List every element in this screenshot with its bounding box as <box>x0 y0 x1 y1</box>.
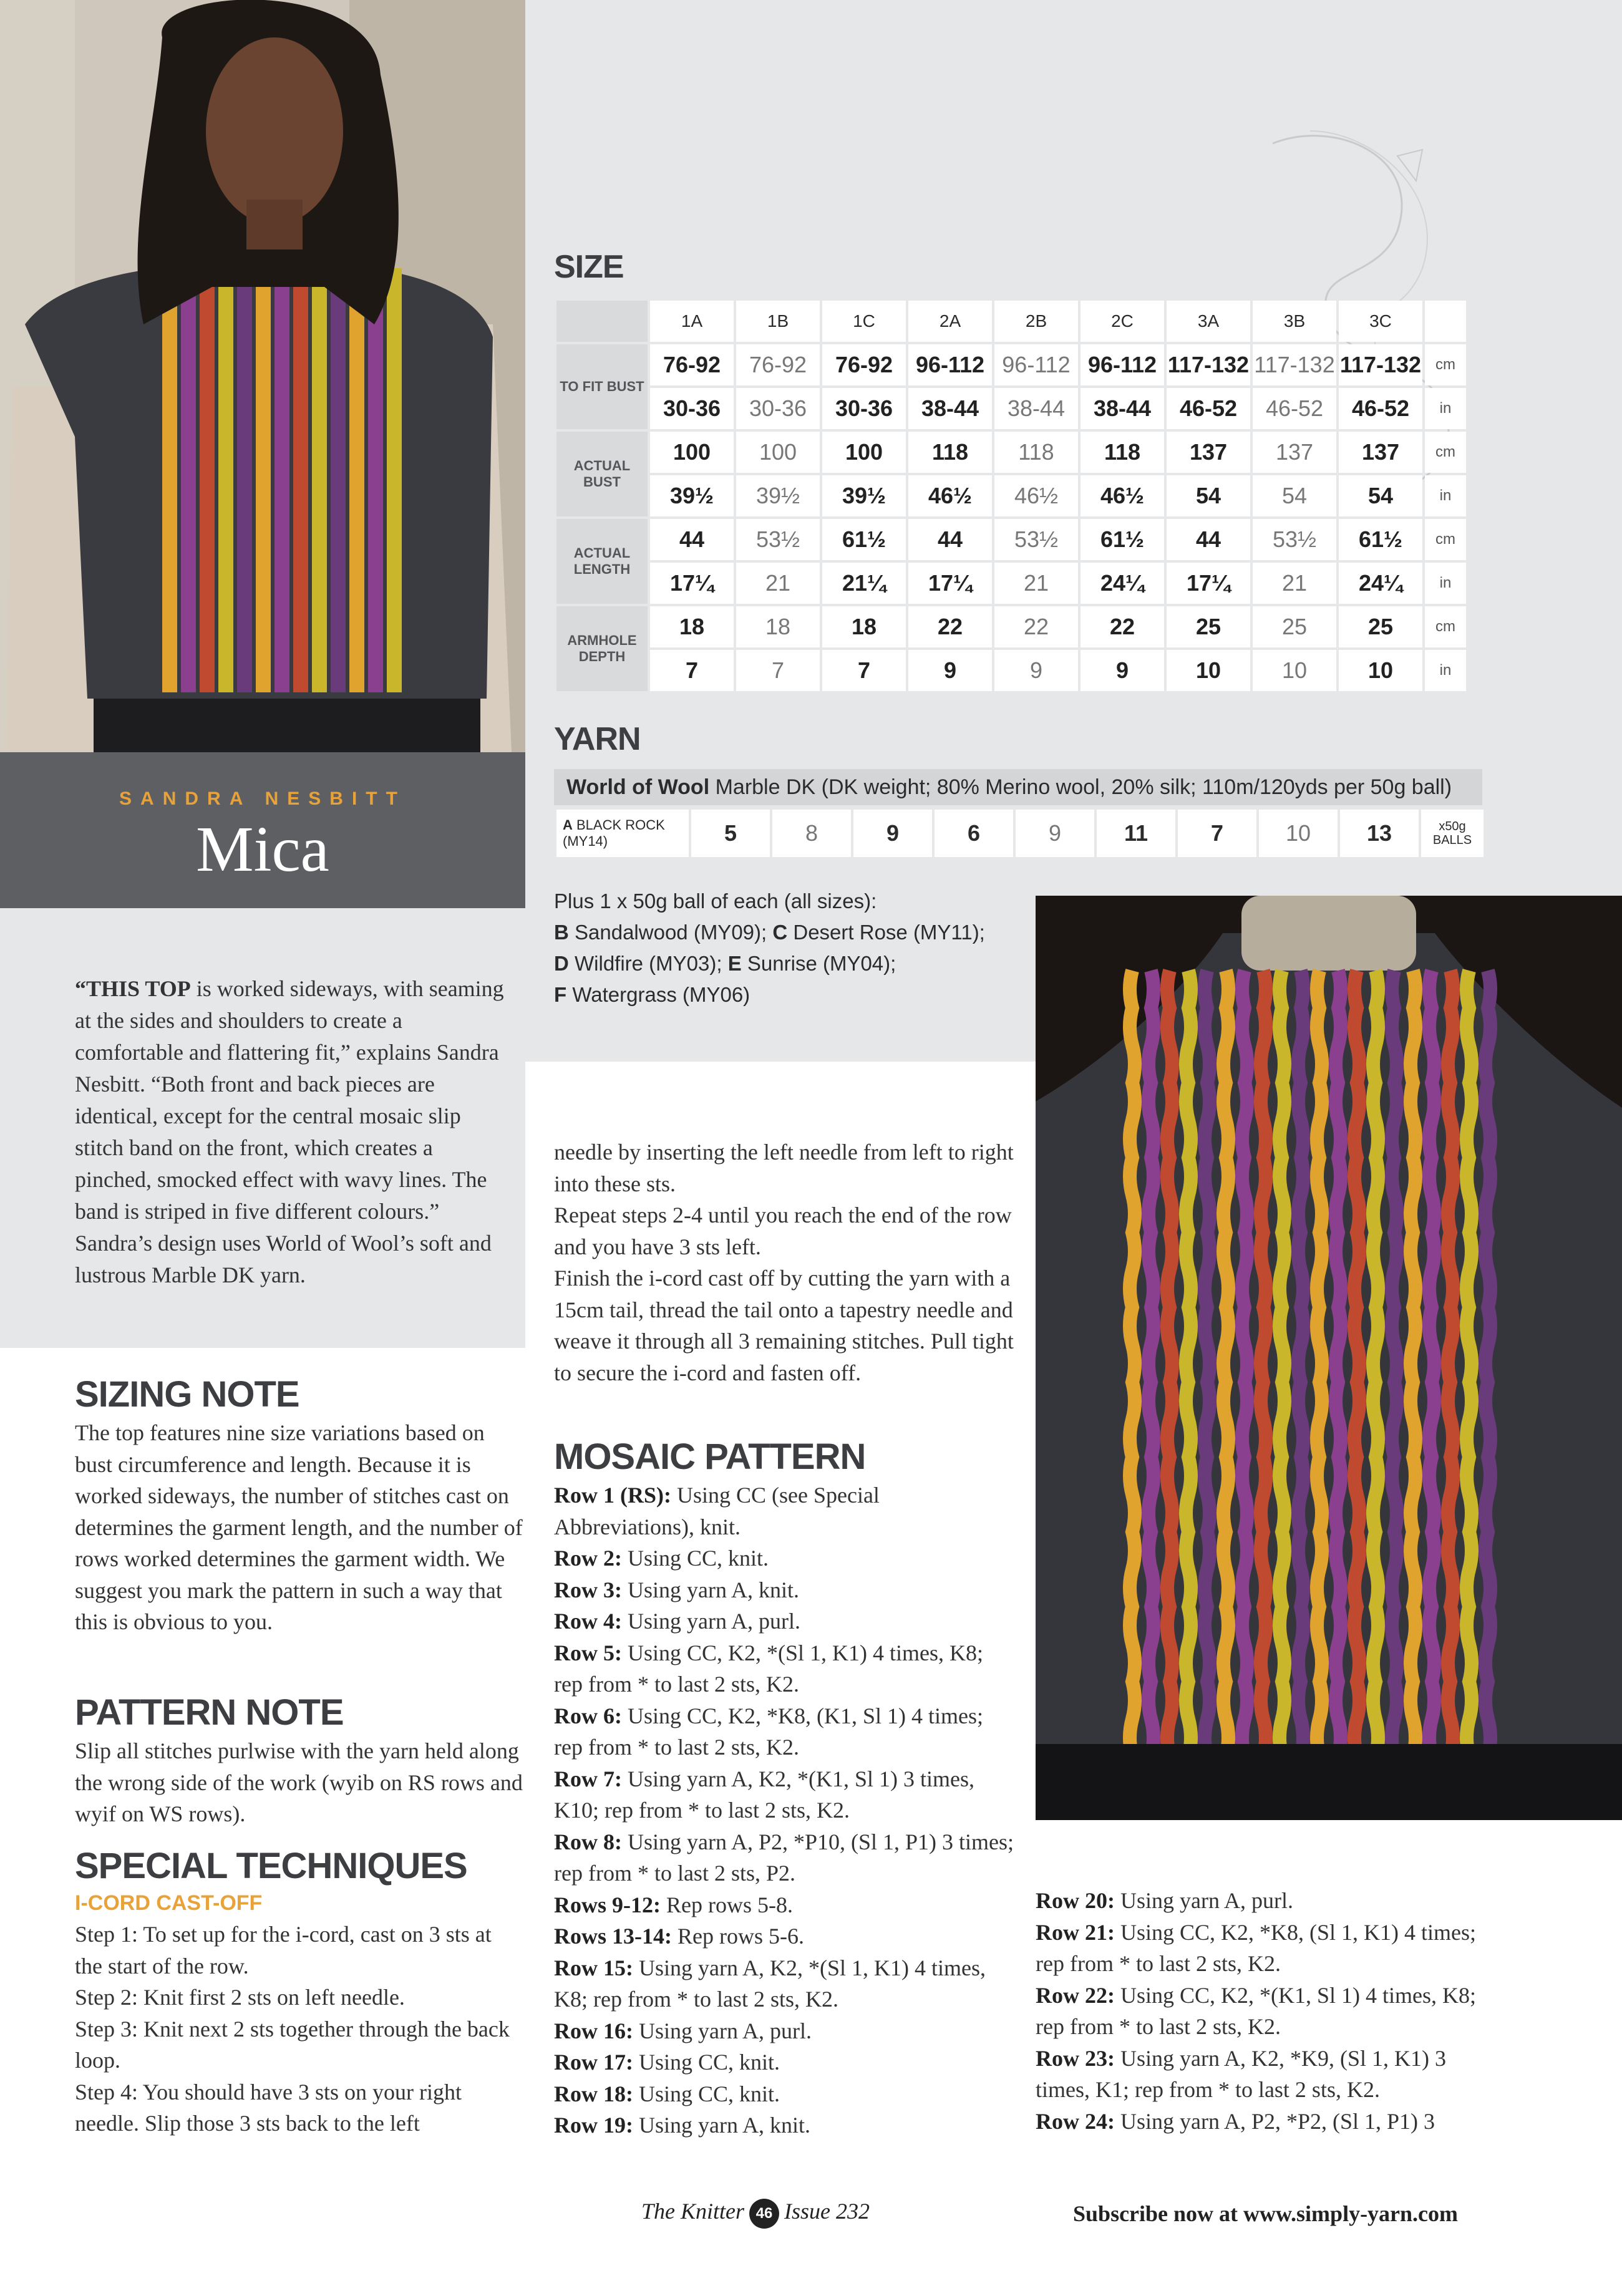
pattern-note-text: Slip all stitches purlwise with the yarn held along the wrong side of the work (wyib on RS rows and wyif on WS rows). <box>75 1738 523 1826</box>
size-cell: 96-112 <box>994 344 1078 385</box>
knit-stripe <box>1448 971 1453 1756</box>
step-1: Step 1: To set up for the i-cord, cast on 3 sts at the start of the row. <box>75 1922 492 1979</box>
intro-text: is worked sideways, with seaming at the sides and shoulders to create a comfortable and flattering fit,” explains Sandra Nesbitt. “Both front and back pieces are identical, except for the central mosaic slip stitch band on the front, which creates a pinched, smocked effect with wavy lines. The band is striped in five different colours.” Sandra’s design uses World of Wool’s soft and lustrous Marble DK yarn. <box>75 976 504 1287</box>
yarn-extra-letter: B <box>554 921 569 944</box>
yarn-extras <box>554 886 1028 1010</box>
yarn-extra-letter: E <box>727 952 742 975</box>
mosaic-row-label: Row 15: <box>554 1955 633 1980</box>
size-row-label: ACTUAL LENGTH <box>556 519 648 604</box>
cast-off-cont-2: Repeat steps 2-4 until you reach the end of the row and you have 3 sts left. <box>554 1203 1012 1259</box>
knit-stripe <box>1261 971 1266 1756</box>
knit-stripe <box>1205 971 1210 1756</box>
yarn-unit: x50g BALLS <box>1421 810 1484 857</box>
size-cell: 44 <box>1167 519 1250 560</box>
size-cell: 17¼ <box>1167 563 1250 604</box>
size-cell: 44 <box>650 519 734 560</box>
knit-stripe <box>1149 971 1153 1756</box>
i-cord-steps <box>75 1919 524 2139</box>
size-cell: 76-92 <box>736 344 820 385</box>
cast-off-cont-1: needle by inserting the left needle from left to right into these sts. <box>554 1140 1014 1196</box>
mosaic-row-text: Using yarn A, knit. <box>633 2113 810 2138</box>
knit-stripe <box>1317 971 1322 1756</box>
yarn-extra-line <box>554 917 1028 948</box>
mosaic-row <box>554 1763 1016 1826</box>
pattern-note-heading: PATTERN NOTE <box>75 1692 344 1733</box>
yarn-description-bar <box>554 769 1482 805</box>
size-cell: 18 <box>736 606 820 647</box>
i-cord-cast-off-heading: I-CORD CAST-OFF <box>75 1891 263 1915</box>
size-cell: 10 <box>1167 650 1250 691</box>
mosaic-row <box>554 1921 1016 1952</box>
designer-name: SANDRA NESBITT <box>119 788 406 809</box>
size-cell: 76-92 <box>822 344 906 385</box>
size-cell: 54 <box>1339 475 1422 516</box>
size-cell: 46½ <box>908 475 992 516</box>
size-cell: 54 <box>1253 475 1336 516</box>
mosaic-rows-col2 <box>1036 1885 1497 2137</box>
step-4: Step 4: You should have 3 sts on your right needle. Slip those 3 sts back to the left <box>75 2079 462 2136</box>
size-cell: 100 <box>650 432 734 473</box>
knit-stripe <box>1485 971 1490 1756</box>
yarn-ball-count: 6 <box>935 810 1013 857</box>
mosaic-row <box>1036 1885 1497 1917</box>
yarn-extra-line <box>554 948 1028 979</box>
mosaic-row-text: Using CC, K2, *(Sl 1, K1) 4 times, K8; rep from * to last 2 sts, K2. <box>554 1640 984 1697</box>
mosaic-row-label: Row 16: <box>554 2018 633 2043</box>
mosaic-row <box>1036 1917 1497 1980</box>
size-cell: 53½ <box>736 519 820 560</box>
size-cell: 9 <box>908 650 992 691</box>
size-cell: 46-52 <box>1253 388 1336 429</box>
yarn-extra-intro: Plus 1 x 50g ball of each (all sizes): <box>554 889 877 913</box>
mosaic-row-label: Row 4: <box>554 1609 622 1634</box>
mosaic-row-text: Using yarn A, purl. <box>1114 1888 1293 1913</box>
size-cell: 30-36 <box>650 388 734 429</box>
size-cell: 96-112 <box>908 344 992 385</box>
size-header: 3C <box>1339 301 1422 342</box>
mosaic-row-label: Row 17: <box>554 2050 633 2075</box>
yarn-ball-count: 11 <box>1097 810 1175 857</box>
size-header: 2A <box>908 301 992 342</box>
knit-stripe <box>1429 971 1434 1756</box>
knit-stripe <box>1223 971 1228 1756</box>
yarn-extra-letter: C <box>772 921 788 944</box>
mosaic-row <box>554 2078 1016 2110</box>
mosaic-row-label: Row 23: <box>1036 2045 1115 2071</box>
yarn-extra-line <box>554 979 1028 1010</box>
size-header: 1B <box>736 301 820 342</box>
size-cell: 21 <box>1253 563 1336 604</box>
mosaic-row <box>554 2015 1016 2047</box>
mosaic-row <box>554 1480 1016 1543</box>
mosaic-row-text: Rep rows 5-8. <box>660 1892 793 1917</box>
size-unit: in <box>1425 388 1466 429</box>
model-photo-top <box>0 0 525 752</box>
yarn-extra-name: Sunrise (MY04); <box>741 952 896 975</box>
yarn-extra-name: Desert Rose (MY11); <box>787 921 985 944</box>
size-cell: 24¼ <box>1081 563 1164 604</box>
size-cell: 61½ <box>1081 519 1164 560</box>
mosaic-row-text: Using CC, K2, *(K1, Sl 1) 4 times, K8; rep from * to last 2 sts, K2. <box>1036 1982 1477 2039</box>
shade-letter: A <box>563 817 573 833</box>
knit-stripe <box>1467 971 1472 1756</box>
size-cell: 25 <box>1253 606 1336 647</box>
mosaic-row-text: Using CC, knit. <box>633 2081 780 2106</box>
size-cell: 54 <box>1167 475 1250 516</box>
size-header: 2C <box>1081 301 1164 342</box>
size-cell: 39½ <box>822 475 906 516</box>
size-cell: 117-132 <box>1167 344 1250 385</box>
sizing-note-heading: SIZING NOTE <box>75 1374 299 1415</box>
size-cell: 137 <box>1339 432 1422 473</box>
yarn-ball-count: 7 <box>1178 810 1256 857</box>
mosaic-row-label: Row 20: <box>1036 1888 1115 1913</box>
model-photo-detail <box>1036 896 1622 1820</box>
knit-stripe <box>1280 971 1284 1756</box>
size-cell: 38-44 <box>908 388 992 429</box>
size-cell: 22 <box>994 606 1078 647</box>
step-3: Step 3: Knit next 2 sts together through the back loop. <box>75 2016 510 2073</box>
size-cell: 30-36 <box>822 388 906 429</box>
yarn-extra-letter: D <box>554 952 569 975</box>
size-cell: 61½ <box>822 519 906 560</box>
size-cell: 17¼ <box>650 563 734 604</box>
mosaic-row-label: Row 2: <box>554 1546 622 1571</box>
mosaic-row-text: Using yarn A, K2, *(K1, Sl 1) 3 times, K10; rep from * to last 2 sts, K2. <box>554 1766 974 1823</box>
size-unit: in <box>1425 475 1466 516</box>
size-cell: 118 <box>994 432 1078 473</box>
mosaic-row-text: Rep rows 5-6. <box>671 1924 804 1949</box>
size-cell: 22 <box>908 606 992 647</box>
mosaic-row-label: Row 24: <box>1036 2108 1115 2134</box>
size-cell: 46½ <box>1081 475 1164 516</box>
yarn-ball-count: 10 <box>1259 810 1338 857</box>
mosaic-pattern-heading: MOSAIC PATTERN <box>554 1436 866 1477</box>
size-cell: 30-36 <box>736 388 820 429</box>
intro-lead: “THIS TOP <box>75 976 191 1001</box>
mosaic-row-label: Row 3: <box>554 1577 622 1602</box>
size-cell: 39½ <box>650 475 734 516</box>
size-row-label: TO FIT BUST <box>556 344 648 429</box>
size-unit: cm <box>1425 519 1466 560</box>
cast-off-continuation <box>554 1136 1016 1388</box>
mosaic-row-label: Rows 9-12: <box>554 1892 661 1917</box>
mosaic-row-text: Using CC, K2, *K8, (K1, Sl 1) 4 times; rep from * to last 2 sts, K2. <box>554 1703 984 1760</box>
mosaic-row <box>1036 1980 1497 2043</box>
mosaic-row-text: Using CC (see Special Abbreviations), knit. <box>554 1483 880 1539</box>
footer-magazine <box>641 2198 870 2229</box>
mosaic-row-label: Row 1 (RS): <box>554 1483 671 1508</box>
mosaic-row <box>1036 2106 1497 2138</box>
size-header: 1A <box>650 301 734 342</box>
size-cell: 25 <box>1339 606 1422 647</box>
size-cell: 96-112 <box>1081 344 1164 385</box>
shade-name: BLACK ROCK (MY14) <box>563 817 665 849</box>
sizing-note-text: The top features nine size variations based on bust circumference and length. Because it is worked sideways, the number of stitches cast on determines the garment length, and the number of rows worked determines the garment width. We suggest you mark the pattern in such a way that this is obvious to you. <box>75 1420 523 1634</box>
size-cell: 25 <box>1167 606 1250 647</box>
mosaic-row-text: Using yarn A, knit. <box>621 1577 799 1602</box>
mosaic-row-text: Using yarn A, K2, *K9, (Sl 1, K1) 3 times, K1; rep from * to last 2 sts, K2. <box>1036 2045 1446 2102</box>
pattern-title: Mica <box>196 813 329 885</box>
mosaic-row <box>554 1637 1016 1700</box>
knit-stripe <box>1354 971 1359 1756</box>
size-table <box>554 298 1469 694</box>
mosaic-row-label: Row 21: <box>1036 1919 1115 1945</box>
size-cell: 100 <box>736 432 820 473</box>
footer-subscribe: Subscribe now at www.simply-yarn.com <box>1073 2201 1459 2226</box>
size-cell: 46½ <box>994 475 1078 516</box>
size-row-label: ACTUAL BUST <box>556 432 648 516</box>
knit-stripe <box>1242 971 1247 1756</box>
mosaic-row-text: Using CC, K2, *K8, (Sl 1, K1) 4 times; rep from * to last 2 sts, K2. <box>1036 1919 1477 1976</box>
yarn-ball-count: 8 <box>772 810 851 857</box>
size-cell: 53½ <box>994 519 1078 560</box>
yarn-extra-letter: F <box>554 983 567 1006</box>
size-unit: in <box>1425 650 1466 691</box>
yarn-ball-count: 5 <box>691 810 770 857</box>
yarn-extra-name: Watergrass (MY06) <box>566 983 750 1006</box>
knit-stripe <box>1411 971 1416 1756</box>
yarn-extra-name: Sandalwood (MY09); <box>568 921 767 944</box>
mosaic-row-text: Using CC, knit. <box>621 1546 769 1571</box>
size-cell: 38-44 <box>994 388 1078 429</box>
yarn-quantity-table <box>554 807 1486 860</box>
size-cell: 21 <box>736 563 820 604</box>
size-cell: 117-132 <box>1339 344 1422 385</box>
mosaic-row-label: Row 7: <box>554 1766 622 1791</box>
yarn-ball-count: 9 <box>853 810 932 857</box>
size-heading: SIZE <box>554 249 624 285</box>
mosaic-row <box>554 2110 1016 2141</box>
yarn-ball-count: 9 <box>1016 810 1094 857</box>
size-cell: 53½ <box>1253 519 1336 560</box>
size-header: 1C <box>822 301 906 342</box>
mosaic-rows-col1 <box>554 1480 1016 2141</box>
knit-stripe <box>1392 971 1397 1756</box>
cast-off-cont-3: Finish the i-cord cast off by cutting the yarn with a 15cm tail, thread the tail onto a tapestry needle and weave it through all 3 remaining stitches. Pull tight to secure the i-cord and fasten off. <box>554 1266 1014 1385</box>
size-unit: cm <box>1425 344 1466 385</box>
size-cell: 7 <box>650 650 734 691</box>
mosaic-row <box>554 1952 1016 2015</box>
size-cell: 46-52 <box>1339 388 1422 429</box>
mosaic-row <box>554 1543 1016 1574</box>
size-cell: 18 <box>822 606 906 647</box>
page-number: 46 <box>749 2199 779 2229</box>
size-cell: 7 <box>822 650 906 691</box>
mosaic-row-text: Using yarn A, P2, *P2, (Sl 1, P1) 3 <box>1114 2108 1435 2134</box>
yarn-extra-name: Wildfire (MY03); <box>568 952 722 975</box>
size-cell: 76-92 <box>650 344 734 385</box>
mosaic-row-text: Using yarn A, purl. <box>621 1609 800 1634</box>
size-header: 3B <box>1253 301 1336 342</box>
size-cell: 17¼ <box>908 563 992 604</box>
special-techniques-heading: SPECIAL TECHNIQUES <box>75 1846 467 1886</box>
knit-stripe <box>1167 971 1172 1756</box>
mosaic-row-label: Row 8: <box>554 1829 622 1854</box>
mosaic-row <box>554 1826 1016 1889</box>
unit-header <box>1425 301 1466 342</box>
size-cell: 9 <box>994 650 1078 691</box>
size-cell: 137 <box>1253 432 1336 473</box>
mosaic-row-label: Row 6: <box>554 1703 622 1728</box>
size-cell: 46-52 <box>1167 388 1250 429</box>
issue-number: Issue 232 <box>784 2199 870 2224</box>
size-cell: 39½ <box>736 475 820 516</box>
step-2: Step 2: Knit first 2 sts on left needle. <box>75 1985 405 2010</box>
size-cell: 118 <box>1081 432 1164 473</box>
knit-stripe <box>1298 971 1303 1756</box>
size-cell: 10 <box>1253 650 1336 691</box>
mosaic-row-label: Row 22: <box>1036 1982 1115 2008</box>
size-cell: 18 <box>650 606 734 647</box>
size-unit: cm <box>1425 432 1466 473</box>
size-cell: 9 <box>1081 650 1164 691</box>
mosaic-row-label: Row 18: <box>554 2081 633 2106</box>
size-cell: 21¼ <box>822 563 906 604</box>
mosaic-row <box>554 1606 1016 1637</box>
size-cell: 117-132 <box>1253 344 1336 385</box>
mosaic-row-text: Using CC, knit. <box>633 2050 780 2075</box>
size-cell: 38-44 <box>1081 388 1164 429</box>
intro-paragraph <box>75 973 512 1291</box>
knit-stripe <box>1336 971 1341 1756</box>
title-banner <box>0 752 525 908</box>
mosaic-row <box>554 1574 1016 1606</box>
size-cell: 137 <box>1167 432 1250 473</box>
yarn-description: Marble DK (DK weight; 80% Merino wool, 20% silk; 110m/120yds per 50g ball) <box>709 775 1452 799</box>
knit-stripe <box>1130 971 1135 1756</box>
yarn-heading: YARN <box>554 721 641 757</box>
knit-stripe <box>1373 971 1378 1756</box>
size-table-corner <box>556 301 648 342</box>
size-unit: in <box>1425 563 1466 604</box>
size-cell: 24¼ <box>1339 563 1422 604</box>
size-cell: 44 <box>908 519 992 560</box>
mosaic-row-text: Using yarn A, K2, *(Sl 1, K1) 4 times, K8; rep from * to last 2 sts, K2. <box>554 1955 986 2012</box>
mosaic-row <box>1036 2043 1497 2106</box>
mosaic-row-text: Using yarn A, P2, *P10, (Sl 1, P1) 3 times; rep from * to last 2 sts, P2. <box>554 1829 1014 1886</box>
mosaic-row-text: Using yarn A, purl. <box>633 2018 812 2043</box>
yarn-brand: World of Wool <box>566 775 710 799</box>
size-cell: 10 <box>1339 650 1422 691</box>
size-cell: 22 <box>1081 606 1164 647</box>
size-cell: 61½ <box>1339 519 1422 560</box>
size-unit: cm <box>1425 606 1466 647</box>
size-cell: 118 <box>908 432 992 473</box>
mosaic-row-label: Rows 13-14: <box>554 1924 672 1949</box>
mosaic-row <box>554 2047 1016 2078</box>
size-header: 3A <box>1167 301 1250 342</box>
yarn-ball-count: 13 <box>1340 810 1419 857</box>
mosaic-row-label: Row 5: <box>554 1640 622 1665</box>
yarn-shade-label <box>556 810 689 857</box>
mosaic-row-label: Row 19: <box>554 2113 633 2138</box>
knit-stripe <box>1186 971 1191 1756</box>
mosaic-row <box>554 1700 1016 1763</box>
size-cell: 7 <box>736 650 820 691</box>
size-cell: 100 <box>822 432 906 473</box>
mosaic-row <box>554 1889 1016 1921</box>
size-header: 2B <box>994 301 1078 342</box>
size-row-label: ARMHOLE DEPTH <box>556 606 648 691</box>
magazine-name: The Knitter <box>641 2199 745 2224</box>
size-cell: 21 <box>994 563 1078 604</box>
